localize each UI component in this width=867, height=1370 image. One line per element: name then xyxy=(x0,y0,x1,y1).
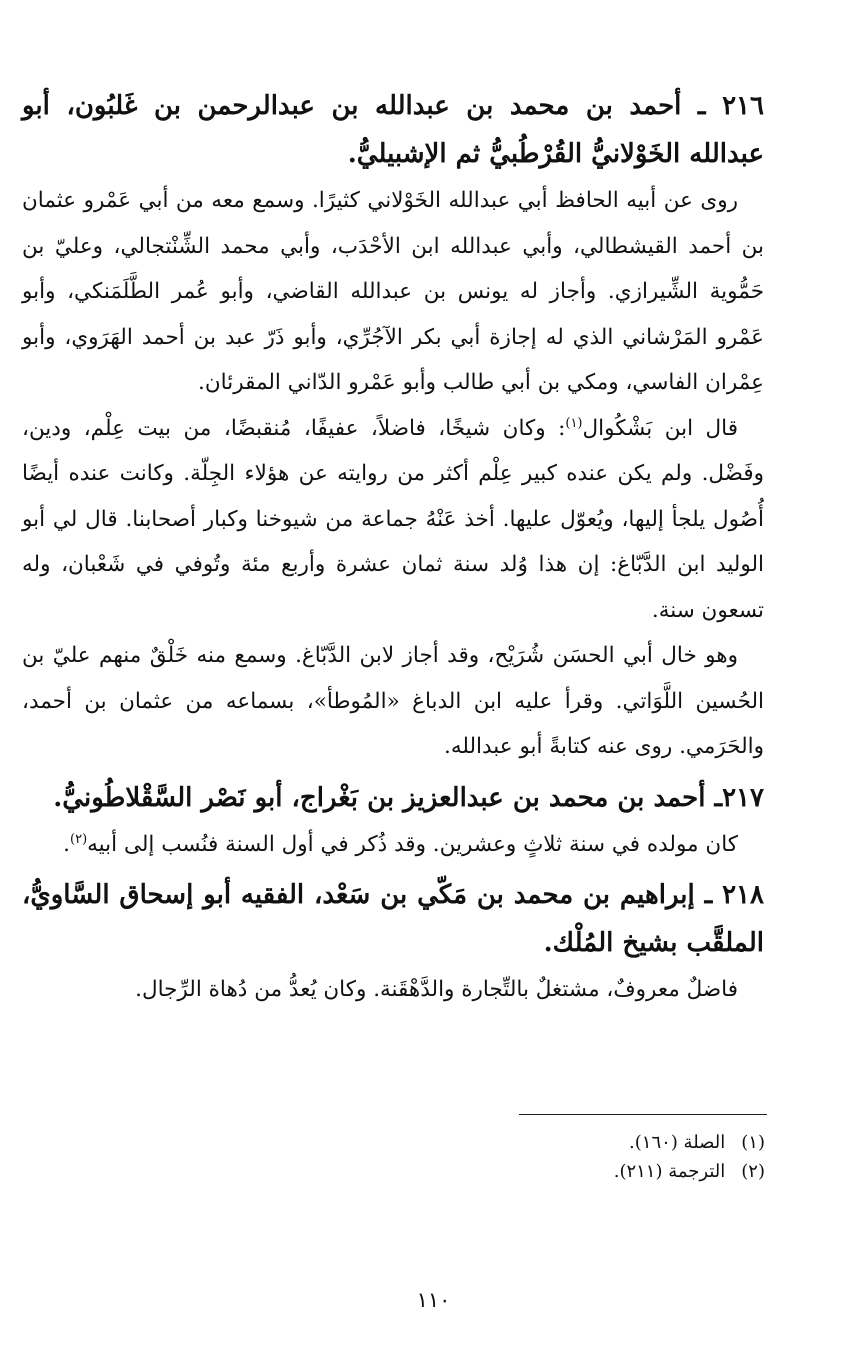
entry-217 xyxy=(22,774,764,868)
footnote-separator xyxy=(519,1114,767,1115)
entry-216 xyxy=(22,82,764,770)
entry-heading: ٢١٦ ـ أحمد بن محمد بن عبدالله بن عبدالرحمن بن غَلبُون، أبو عبدالله الخَوْلانيُّ القُرْطُبيُّ ثم الإشبيليُّ. xyxy=(22,91,764,169)
entry-218 xyxy=(22,871,764,1013)
footnote-ref-2[interactable]: (٢) xyxy=(70,831,88,847)
footnote-text: الترجمة (٢١١). xyxy=(613,1161,726,1182)
entry-paragraph xyxy=(22,822,764,868)
footnote-item xyxy=(614,1128,765,1157)
entry-heading: ٢١٨ ـ إبراهيم بن محمد بن مَكّي بن سَعْد، الفقيه أبو إسحاق السَّاويُّ، الملقَّب بشيخ المُلْك. xyxy=(22,880,764,958)
paragraph-text: : وكان شيخًا، فاضلاً، عفيفًا، مُنقبضًا، من بيت عِلْم، ودين، وفَضْل. ولم يكن عنده كبير عِلْم أكثر من روايته عن هؤلاء الجِلّة. وكانت عنده أيضًا أُصُول يلجأ إليها، ويُعوّل عليها. أخذ عَنْهُ جماعة من شيوخنا وكبار أصحابنا. قال لي أبو الوليد ابن الدَّبّاغ: إن هذا وُلد سنة ثمان عشرة وأربع مئة وتُوفي في شَعْبان، وله تسعون سنة. xyxy=(22,415,764,623)
entry-paragraph: روى عن أبيه الحافظ أبي عبدالله الخَوْلاني كثيرًا. وسمع معه من أبي عَمْرو عثمان بن أحمد القيشطالي، وأبي عبدالله ابن الأحْدَب، وأبي محمد الشِّنْتجالي، وعليّ بن حَمُّوية الشِّيرازي. وأجاز له يونس بن عبدالله القاضي، وأبو عُمر الطَّلَمَنكي، وأبو عَمْرو المَرْشاني الذي له إجازة أبي بكر الآجُرِّي، وأبو ذَرّ عبد بن أحمد الهَرَوي، وأبو عِمْران الفاسي، ومكي بن أبي طالب وأبو عَمْرو الدّاني المقرئان. xyxy=(22,188,764,395)
entry-paragraph: وهو خال أبي الحسَن شُرَيْح، وقد أجاز لابن الدَّبّاغ. وسمع منه خَلْقٌ منهم عليّ بن الحُسين اللَّوَاتي. وقرأ عليه ابن الدباغ «المُوطأ»، بسماعه من عثمان بن أحمد، والحَرَمي. روى عنه كتابةً أبو عبدالله. xyxy=(22,643,764,759)
paragraph-text: كان مولده في سنة ثلاثٍ وعشرين. وقد ذُكر في أول السنة فنُسب إلى أبيه xyxy=(87,831,738,857)
document-body xyxy=(22,82,764,1013)
footnotes xyxy=(614,1128,765,1186)
page-number: ١١٠ xyxy=(416,1288,451,1312)
footnote-text: الصلة (١٦٠). xyxy=(629,1132,726,1153)
paragraph-text: قال ابن بَشْكُوال xyxy=(582,415,739,441)
footnote-number: (٢) xyxy=(741,1161,765,1182)
entry-heading: ٢١٧ـ أحمد بن محمد بن عبدالعزيز بن بَغْراج، أبو نَصْر السَّقْلاطُونيُّ. xyxy=(53,782,764,813)
paragraph-text: . xyxy=(63,831,70,857)
footnote-ref-1[interactable]: (١) xyxy=(565,415,583,431)
entry-paragraph: فاضلٌ معروفٌ، مشتغلٌ بالتِّجارة والدَّهْقَنة. وكان يُعدُّ من دُهاة الرِّجال. xyxy=(135,977,738,1002)
entry-paragraph xyxy=(22,406,764,634)
footnote-number: (١) xyxy=(741,1132,765,1153)
footnote-item xyxy=(614,1157,765,1186)
